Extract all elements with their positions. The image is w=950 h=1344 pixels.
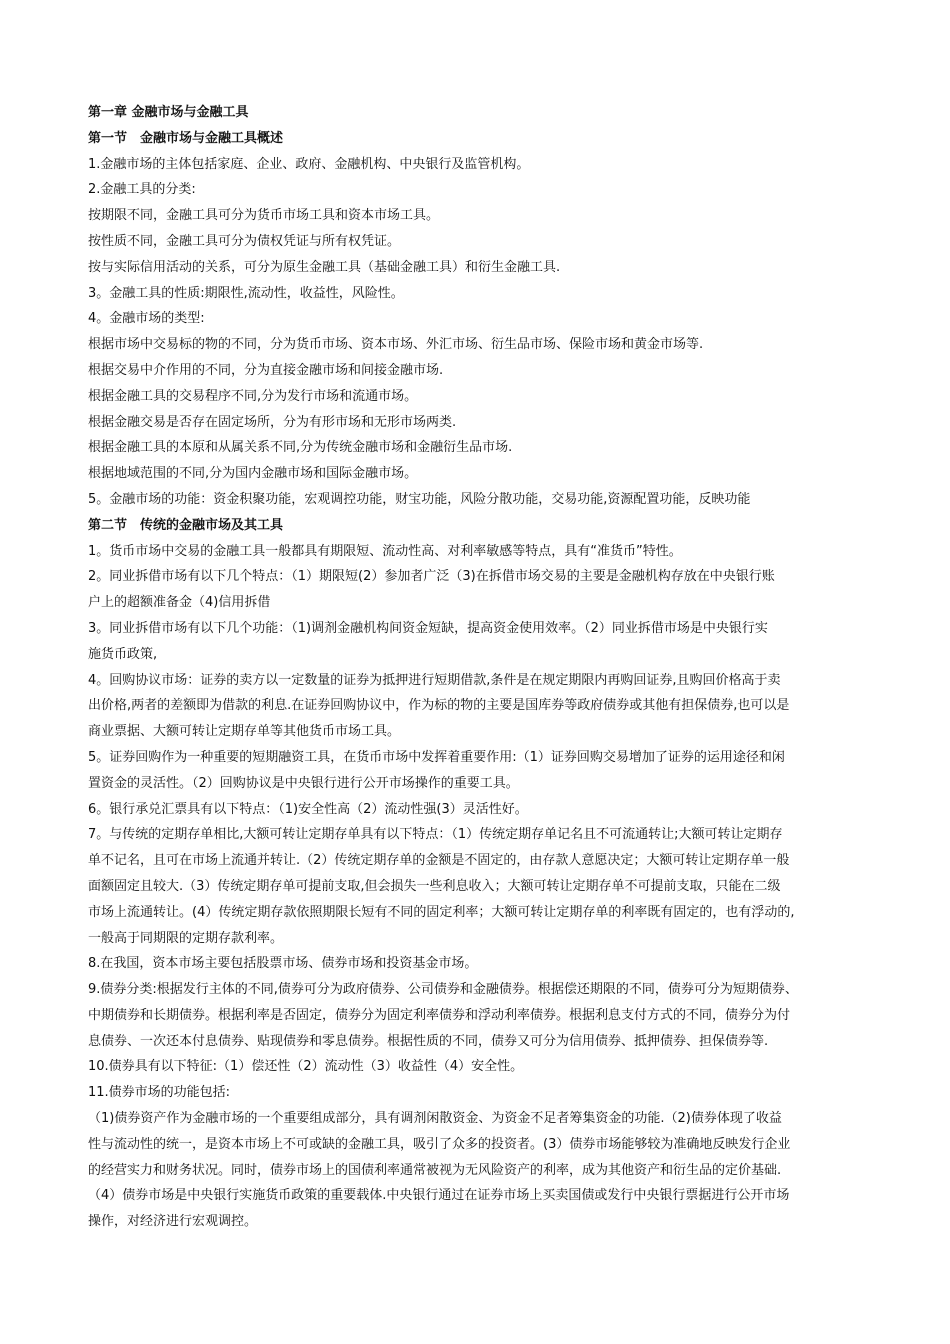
text-line: 商业票据、大额可转让定期存单等其他货币市场工具。 [88, 724, 401, 740]
paragraph [88, 1183, 870, 1235]
text-line: 根据地域范围的不同,分为国内金融市场和国际金融市场。 [88, 466, 418, 482]
text-line: 根据金融工具的交易程序不同,分为发行市场和流通市场。 [88, 388, 418, 404]
text-line: 1。货币市场中交易的金融工具一般都具有期限短、流动性高、对利率敏感等特点，具有“准货币”特性。 [88, 543, 682, 559]
text-line: 5。金融市场的功能：资金积聚功能，宏观调控功能，财宝功能，风险分散功能，交易功能,资源配置功能，反映功能 [88, 491, 751, 507]
text-line: 置资金的灵活性。（2）回购协议是中央银行进行公开市场操作的重要工具。 [88, 775, 519, 791]
text-line: 按期限不同，金融工具可分为货币市场工具和资本市场工具。 [88, 208, 440, 224]
text-line: 9.债券分类:根据发行主体的不同,债券可分为政府债券、公司债券和金融债券。根据偿还期限的不同，债券可分为短期债券、 [88, 982, 798, 998]
text-line: 中期债券和长期债券。根据利率是否固定，债券分为固定利率债券和浮动利率债券。根据利息支付方式的不同，债券分为付 [88, 1007, 791, 1023]
text-line: 根据市场中交易标的物的不同，分为货币市场、资本市场、外汇市场、衍生品市场、保险市场和黄金市场等. [88, 337, 704, 353]
section-2-heading: 第二节 传统的金融市场及其工具 [88, 517, 284, 533]
section-2-body [88, 539, 870, 1236]
text-line: 面额固定且较大.（3）传统定期存单可提前支取,但会损失一些利息收入；大额可转让定期存单不可提前支取，只能在二级 [88, 878, 781, 894]
text-line: 一般高于同期限的定期存款利率。 [88, 930, 284, 946]
paragraph [88, 797, 870, 823]
paragraph [88, 616, 870, 668]
text-line: 单不记名，且可在市场上流通并转让.（2）传统定期存单的金额是不固定的，由存款人意愿决定；大额可转让定期存单一般 [88, 853, 790, 869]
text-line: 户上的超额准备金（4)信用拆借 [88, 595, 271, 611]
section-1-body [88, 152, 870, 513]
text-line: 8.在我国，资本市场主要包括股票市场、债券市场和投资基金市场。 [88, 956, 478, 972]
text-line: 市场上流通转让。(4）传统定期存款依照期限长短有不同的固定利率；大额可转让定期存单的利率既有固定的，也有浮动的, [88, 904, 795, 920]
text-line: 根据交易中介作用的不同，分为直接金融市场和间接金融市场. [88, 362, 444, 378]
text-line: 5。证券回购作为一种重要的短期融资工具，在货币市场中发挥着重要作用:（1）证券回购交易增加了证券的运用途径和闲 [88, 749, 785, 765]
paragraph [88, 1054, 870, 1080]
text-line: 11.债券市场的功能包括: [88, 1085, 231, 1101]
text-line: 1.金融市场的主体包括家庭、企业、政府、金融机构、中央银行及监管机构。 [88, 156, 530, 172]
paragraph [88, 1080, 870, 1106]
text-line: 根据金融交易是否存在固定场所，分为有形市场和无形市场两类. [88, 414, 457, 430]
paragraph [88, 668, 870, 745]
paragraph [88, 564, 870, 616]
text-line: （4）债券市场是中央银行实施货币政策的重要载体.中央银行通过在证券市场上买卖国债或发行中央银行票据进行公开市场 [88, 1188, 790, 1204]
paragraph [88, 745, 870, 797]
text-line: 10.债券具有以下特征:（1）偿还性（2）流动性（3）收益性（4）安全性。 [88, 1059, 524, 1075]
text-line: 2。同业拆借市场有以下几个特点：（1）期限短(2）参加者广泛（3)在拆借市场交易的主要是金融机构存放在中央银行账 [88, 569, 775, 585]
text-line: 4。回购协议市场：证券的卖方以一定数量的证券为抵押进行短期借款,条件是在规定期限内再购回证券,且购回价格高于卖 [88, 672, 781, 688]
text-line: （1)债券资产作为金融市场的一个重要组成部分，具有调剂闲散资金、为资金不足者筹集资金的功能.（2)债券体现了收益 [88, 1111, 782, 1127]
text-line: 出价格,两者的差额即为借款的利息.在证券回购协议中，作为标的物的主要是国库券等政府债券或其他有担保债券,也可以是 [88, 698, 790, 714]
text-line: 根据金融工具的本原和从属关系不同,分为传统金融市场和金融衍生品市场. [88, 440, 513, 456]
section-1-heading: 第一节 金融市场与金融工具概述 [88, 130, 284, 146]
text-line: 施货币政策, [88, 646, 158, 662]
text-line: 按性质不同，金融工具可分为债权凭证与所有权凭证。 [88, 233, 401, 249]
paragraph [88, 822, 870, 951]
document-page [88, 100, 870, 1235]
text-line: 息债券、一次还本付息债券、贴现债券和零息债券。根据性质的不同，债券又可分为信用债券、抵押债券、担保债券等. [88, 1033, 769, 1049]
text-line: 操作，对经济进行宏观调控。 [88, 1214, 258, 1230]
paragraph [88, 977, 870, 1054]
text-line: 4。金融市场的类型: [88, 311, 205, 327]
text-line: 6。银行承兑汇票具有以下特点：（1)安全性高（2）流动性强(3）灵活性好。 [88, 801, 528, 817]
text-line: 7。与传统的定期存单相比,大额可转让定期存单具有以下特点：（1）传统定期存单记名且不可流通转让;大额可转让定期存 [88, 827, 783, 843]
paragraph [88, 539, 870, 565]
text-line: 的经营实力和财务状况。同时，债券市场上的国债利率通常被视为无风险资产的利率，成为其他资产和衍生品的定价基础. [88, 1162, 782, 1178]
chapter-title: 第一章 金融市场与金融工具 [88, 105, 249, 120]
text-line: 性与流动性的统一，是资本市场上不可或缺的金融工具，吸引了众多的投资者。(3）债券市场能够较为准确地反映发行企业 [88, 1136, 791, 1152]
paragraph [88, 1106, 870, 1183]
text-line: 2.金融工具的分类: [88, 182, 196, 198]
text-line: 3。金融工具的性质:期限性,流动性，收益性，风险性。 [88, 285, 404, 301]
text-line: 3。同业拆借市场有以下几个功能：（1)调剂金融机构间资金短缺，提高资金使用效率。（2）同业拆借市场是中央银行实 [88, 620, 768, 636]
paragraph [88, 951, 870, 977]
text-line: 按与实际信用活动的关系，可分为原生金融工具（基础金融工具）和衍生金融工具. [88, 259, 561, 275]
